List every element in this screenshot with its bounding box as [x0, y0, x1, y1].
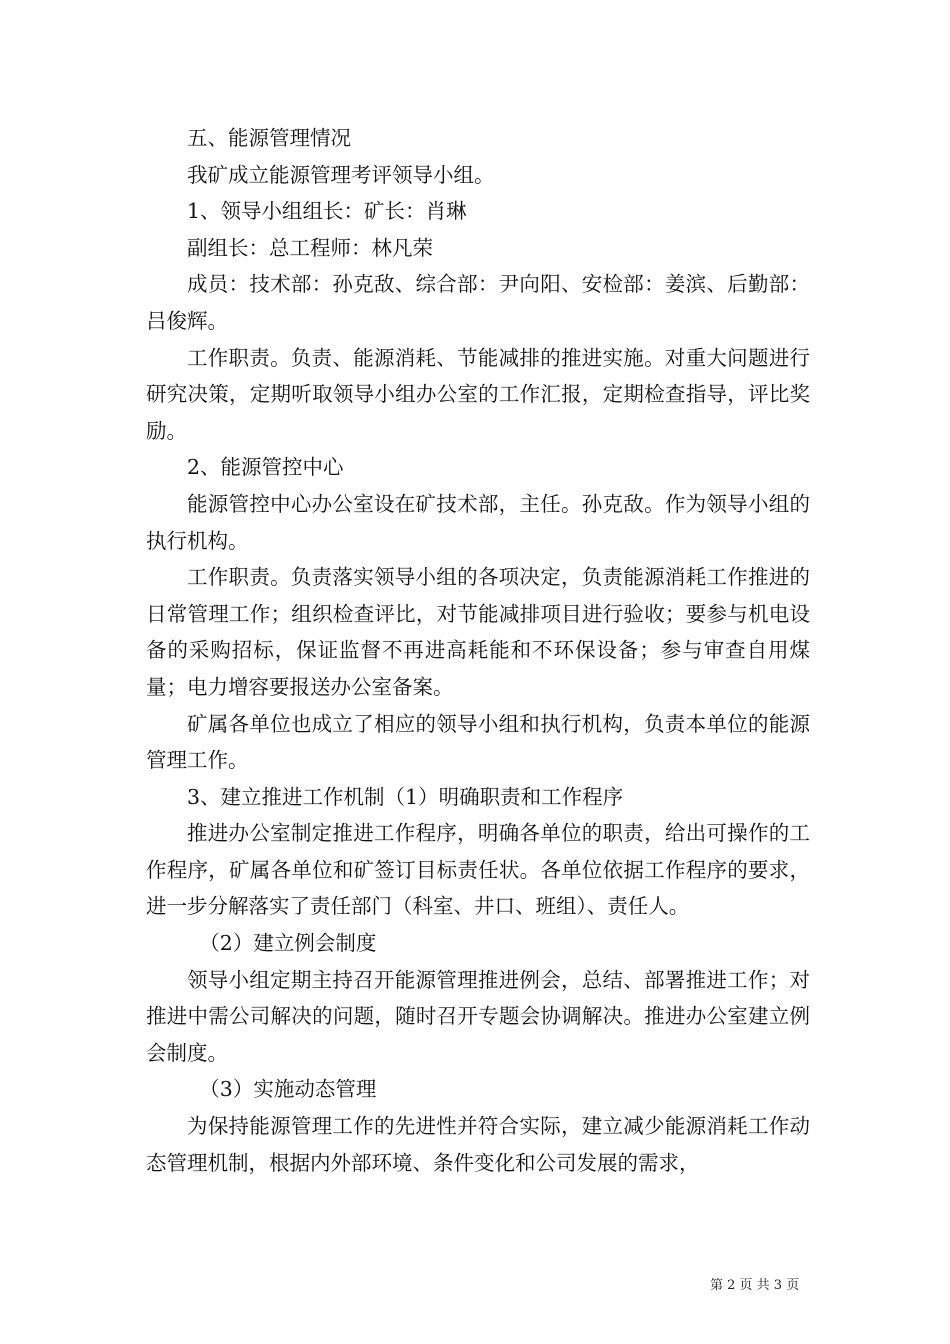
- paragraph: 工作职责。负责落实领导小组的各项决定，负责能源消耗工作推进的日常管理工作；组织检查评比，对节能减排项目进行验收；要参与机电设备的采购招标，保证监督不再进高耗能和不环保设备；参与审查自用煤量；电力增容要报送办公室备案。: [146, 565, 810, 699]
- paragraph: 矿属各单位也成立了相应的领导小组和执行机构，负责本单位的能源管理工作。: [146, 711, 810, 773]
- subsection-heading: 3、建立推进工作机制（1）明确职责和工作程序: [187, 784, 624, 809]
- subsection-heading: （3）实施动态管理: [199, 1077, 377, 1102]
- subsection-heading: 2、能源管控中心: [187, 455, 344, 480]
- paragraph: 工作职责。负责、能源消耗、节能减排的推进实施。对重大问题进行研究决策，定期听取领导小组办公室的工作汇报，定期检查指导，评比奖励。: [146, 345, 810, 443]
- paragraph: 我矿成立能源管理考评领导小组。: [187, 162, 495, 187]
- paragraph: 推进办公室制定推进工作程序，明确各单位的职责，给出可操作的工作程序，矿属各单位和矿签订目标责任状。各单位依据工作程序的要求，进一步分解落实了责任部门（科室、井口、班组）、责任人。: [146, 821, 810, 919]
- paragraph: 副组长：总工程师：林凡荣: [187, 235, 433, 260]
- paragraph: 成员：技术部：孙克敌、综合部：尹向阳、安检部：姜滨、后勤部：吕俊辉。: [146, 272, 810, 333]
- document-body: [146, 120, 810, 1181]
- paragraph: 1、领导小组组长：矿长：肖琳: [187, 199, 467, 224]
- page-number: 第 2 页 共 3 页: [710, 1278, 800, 1293]
- paragraph: 领导小组定期主持召开能源管理推进例会，总结、部署推进工作；对推进中需公司解决的问题，随时召开专题会协调解决。推进办公室建立例会制度。: [146, 967, 810, 1065]
- paragraph: 能源管控中心办公室设在矿技术部，主任。孙克敌。作为领导小组的执行机构。: [146, 491, 810, 553]
- subsection-heading: （2）建立例会制度: [199, 931, 377, 956]
- paragraph: 为保持能源管理工作的先进性并符合实际，建立减少能源消耗工作动态管理机制，根据内外部环境、条件变化和公司发展的需求，: [146, 1114, 810, 1175]
- section-heading: 五、能源管理情况: [187, 126, 351, 150]
